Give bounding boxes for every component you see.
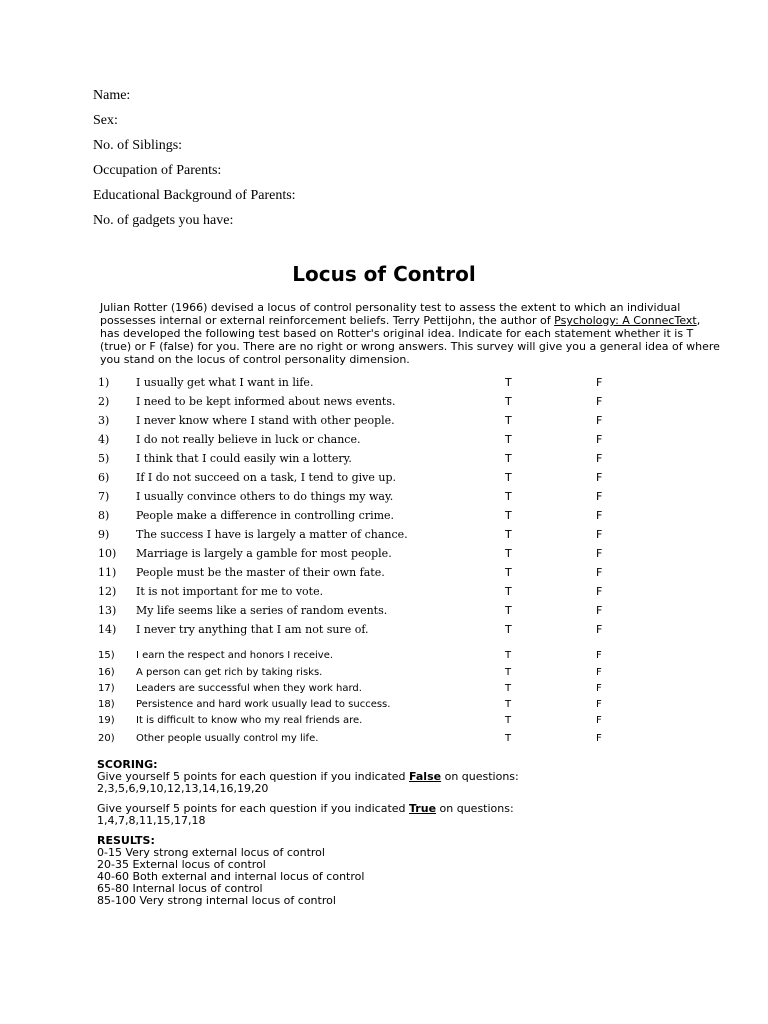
- true-option[interactable]: T: [505, 433, 512, 446]
- question-number: 3): [98, 414, 110, 427]
- true-option[interactable]: T: [505, 667, 512, 678]
- false-option[interactable]: F: [596, 547, 603, 560]
- name-field-label: Name:: [93, 88, 131, 103]
- result-item: 85-100 Very strong internal locus of control: [97, 894, 336, 907]
- false-option[interactable]: F: [596, 452, 603, 465]
- book-title-link: Psychology: A ConnecText: [554, 314, 697, 327]
- false-option[interactable]: F: [596, 585, 603, 598]
- false-option[interactable]: F: [596, 699, 602, 710]
- question-text: People make a difference in controlling crime.: [136, 509, 395, 522]
- question-number: 8): [98, 509, 110, 522]
- false-option[interactable]: F: [596, 683, 602, 694]
- scoring-section: [97, 759, 697, 907]
- false-option[interactable]: F: [596, 733, 602, 744]
- true-option[interactable]: T: [505, 683, 512, 694]
- true-option[interactable]: T: [505, 528, 512, 541]
- question-number: 18): [98, 699, 115, 710]
- true-option[interactable]: T: [505, 650, 512, 661]
- question-text: The success I have is largely a matter of chance.: [136, 528, 408, 541]
- false-option[interactable]: F: [596, 414, 603, 427]
- result-item: 0-15 Very strong external locus of control: [97, 846, 325, 859]
- question-text: It is not important for me to vote.: [136, 585, 324, 598]
- true-option[interactable]: T: [505, 490, 512, 503]
- question-number: 10): [98, 547, 117, 560]
- question-text: I need to be kept informed about news events.: [136, 395, 396, 408]
- false-option[interactable]: F: [596, 490, 603, 503]
- question-number: 6): [98, 471, 110, 484]
- true-option[interactable]: T: [505, 604, 512, 617]
- false-option[interactable]: F: [596, 623, 603, 636]
- question-text: I never know where I stand with other people.: [136, 414, 395, 427]
- true-option[interactable]: T: [505, 395, 512, 408]
- siblings-field-label: No. of Siblings:: [93, 138, 183, 153]
- question-text: I think that I could easily win a lottery.: [136, 452, 352, 465]
- scoring-false-list: 2,3,5,6,9,10,12,13,14,16,19,20: [97, 782, 269, 795]
- question-text: I never try anything that I am not sure of.: [136, 623, 369, 636]
- question-number: 15): [98, 650, 115, 661]
- true-option[interactable]: T: [505, 452, 512, 465]
- true-option[interactable]: T: [505, 715, 512, 726]
- true-option[interactable]: T: [505, 733, 512, 744]
- false-word: False: [409, 770, 442, 783]
- question-text: Persistence and hard work usually lead to success.: [136, 699, 391, 710]
- true-option[interactable]: T: [505, 547, 512, 560]
- true-option[interactable]: T: [505, 623, 512, 636]
- true-word: True: [409, 802, 437, 815]
- question-text: It is difficult to know who my real friends are.: [136, 715, 363, 726]
- question-text: Leaders are successful when they work hard.: [136, 683, 362, 694]
- question-number: 2): [98, 395, 110, 408]
- result-item: 20-35 External locus of control: [97, 858, 266, 871]
- parents-occupation-field-label: Occupation of Parents:: [93, 163, 222, 178]
- question-text: Marriage is largely a gamble for most people.: [136, 547, 392, 560]
- true-option[interactable]: T: [505, 699, 512, 710]
- question-text: Other people usually control my life.: [136, 733, 319, 744]
- false-option[interactable]: F: [596, 509, 603, 522]
- scoring-true-text: Give yourself 5 points for each question if you indicated: [97, 802, 410, 815]
- true-option[interactable]: T: [505, 471, 512, 484]
- intro-paragraph: [100, 301, 720, 366]
- true-option[interactable]: T: [505, 585, 512, 598]
- false-option[interactable]: F: [596, 566, 603, 579]
- scoring-heading: SCORING:: [97, 758, 158, 771]
- question-number: 7): [98, 490, 110, 503]
- question-number: 20): [98, 733, 115, 744]
- question-number: 12): [98, 585, 117, 598]
- parents-education-field-label: Educational Background of Parents:: [93, 188, 296, 203]
- false-option[interactable]: F: [596, 376, 603, 389]
- question-number: 11): [98, 566, 117, 579]
- scoring-false-suffix: on questions:: [441, 770, 519, 783]
- question-text: If I do not succeed on a task, I tend to give up.: [136, 471, 397, 484]
- question-number: 16): [98, 667, 115, 678]
- page-title: Locus of Control: [292, 262, 476, 286]
- question-number: 4): [98, 433, 110, 446]
- question-number: 9): [98, 528, 110, 541]
- question-number: 1): [98, 376, 110, 389]
- intro-text-part2: , has developed the following test based on Rotter's original idea. Indicate for each statement whether it is T (true) or F (false) for you. There are no right or wrong answers. This survey will give you a general idea of where you stand on the locus of control personality dimension.: [100, 314, 720, 366]
- false-option[interactable]: F: [596, 395, 603, 408]
- question-number: 19): [98, 715, 115, 726]
- intro-text-part1: Julian Rotter (1966) devised a locus of control personality test to assess the extent to which an individual possesses internal or external reinforcement beliefs. Terry Pettijohn, the author of: [100, 301, 681, 327]
- false-option[interactable]: F: [596, 650, 602, 661]
- scoring-true-list: 1,4,7,8,11,15,17,18: [97, 814, 206, 827]
- question-number: 13): [98, 604, 117, 617]
- question-text: I usually convince others to do things my way.: [136, 490, 394, 503]
- question-text: A person can get rich by taking risks.: [136, 667, 323, 678]
- results-heading: RESULTS:: [97, 834, 155, 847]
- false-option[interactable]: F: [596, 471, 603, 484]
- question-text: My life seems like a series of random events.: [136, 604, 388, 617]
- respondent-info: [93, 86, 296, 236]
- false-option[interactable]: F: [596, 433, 603, 446]
- question-text: I do not really believe in luck or chance.: [136, 433, 361, 446]
- question-number: 5): [98, 452, 110, 465]
- question-number: 17): [98, 683, 115, 694]
- true-option[interactable]: T: [505, 414, 512, 427]
- false-option[interactable]: F: [596, 715, 602, 726]
- scoring-true-suffix: on questions:: [436, 802, 514, 815]
- false-option[interactable]: F: [596, 667, 602, 678]
- question-text: I usually get what I want in life.: [136, 376, 314, 389]
- result-item: 40-60 Both external and internal locus of control: [97, 870, 365, 883]
- question-text: People must be the master of their own fate.: [136, 566, 385, 579]
- gadgets-field-label: No. of gadgets you have:: [93, 213, 234, 228]
- true-option[interactable]: T: [505, 509, 512, 522]
- true-option[interactable]: T: [505, 566, 512, 579]
- question-text: I earn the respect and honors I receive.: [136, 650, 334, 661]
- true-option[interactable]: T: [505, 376, 512, 389]
- false-option[interactable]: F: [596, 528, 603, 541]
- false-option[interactable]: F: [596, 604, 603, 617]
- sex-field-label: Sex:: [93, 113, 118, 128]
- scoring-false-text: Give yourself 5 points for each question if you indicated: [97, 770, 410, 783]
- result-item: 65-80 Internal locus of control: [97, 882, 263, 895]
- question-number: 14): [98, 623, 117, 636]
